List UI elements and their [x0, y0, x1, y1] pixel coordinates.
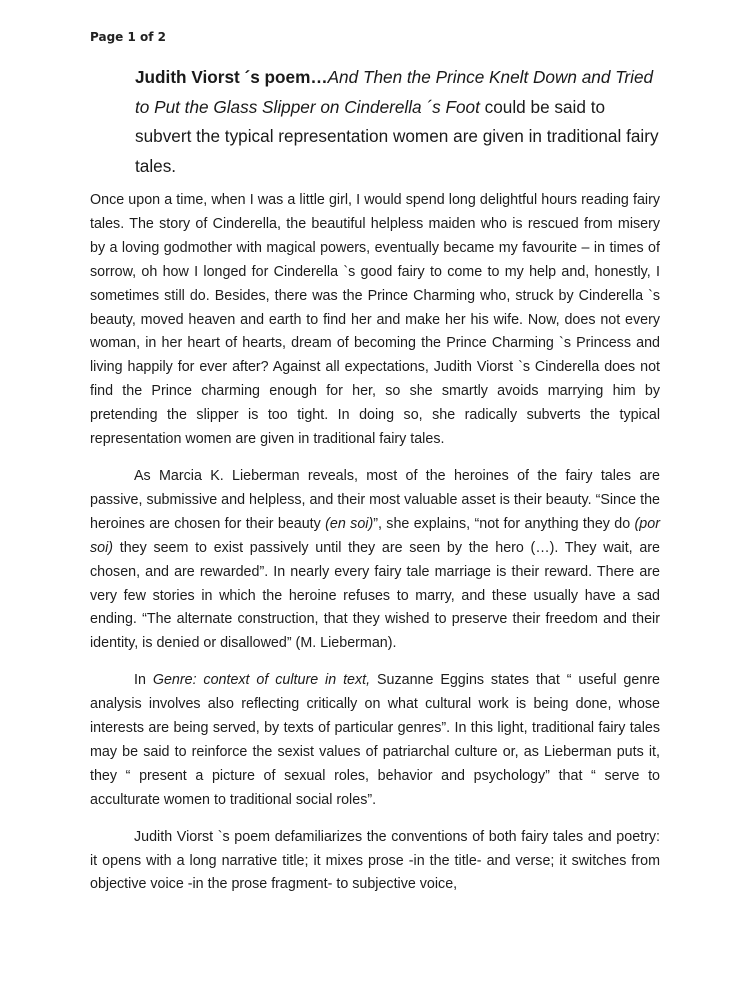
essay-title	[135, 63, 663, 181]
poem-title: And Then the Prince Knelt Down and Tried to Put the Glass Slipper on Cinderella ´s Foot	[135, 67, 654, 117]
title-lead: Judith Viorst ´s poem…	[135, 67, 328, 87]
genre-book-title: Genre: context of culture in text,	[152, 672, 371, 689]
en-soi-italic: (en soi)	[325, 515, 374, 532]
paragraph-2-text-a: As Marcia K. Lieberman reveals, most of the heroines of the fairy tales are passive, submissive and helpless, and their most valuable asset is their beauty. “Since the heroines are chosen for their beauty	[90, 467, 660, 532]
title-rest: could be said to subvert the typical representation women are given in traditional fairy tales.	[135, 96, 659, 176]
por-soi-italic: (por soi)	[90, 515, 660, 556]
paragraph-3-text-a: In	[134, 672, 153, 689]
paragraph-2-text-e: they seem to exist passively until they are seen by the hero (…). They wait, are chosen, and are rewarded”. In nearly every fairy tale marriage is their reward. There are very few stories in which the heroine refuses to marry, and these usually have a sad ending. “The alternate construction, that they wished to preserve their freedom and their identity, is denied or disallowed” (M. Lieberman).	[90, 539, 660, 652]
paragraph-3-text-c: Suzanne Eggins states that “ useful genre analysis involves also reflecting critically on what cultural work is being done, whose interests are being served, by texts of particular genres”. In this light, traditional fairy tales may be said to reinforce the sexist values of patriarchal culture or, as Lieberman puts it, they “ present a picture of sexual roles, behavior and psychology” that “ serve to acculturate women to traditional social roles”.	[90, 672, 660, 808]
paragraph-4: Judith Viorst `s poem defamiliarizes the conventions of both fairy tales and poetry: it opens with a long narrative title; it mixes prose -in the title- and verse; it switches from objective voice -in the prose fragment- to subjective voice,	[90, 828, 660, 893]
essay-body	[90, 189, 660, 910]
paragraph-1: Once upon a time, when I was a little girl, I would spend long delightful hours reading fairy tales. The story of Cinderella, the beautiful helpless maiden who is rescued from misery by a loving godmother with magical powers, eventually became my favourite – in times of sorrow, oh how I longed for Cinderella `s good fairy to come to my help and, honestly, I sometimes still do. Besides, there was the Prince Charming who, struck by Cinderella `s beauty, moved heaven and earth to find her and make her his wife. Now, does not every woman, in her heart of hearts, dream of becoming the Prince Charming `s Princess and living happily for ever after? Against all expectations, Judith Viorst `s Cinderella does not find the Prince charming enough for her, so she smartly avoids marrying him by pretending the slipper is too tight. In doing so, she radically subverts the typical representation women are given in traditional fairy tales.	[90, 192, 660, 448]
paragraph-3	[90, 669, 660, 812]
paragraph-2-text-c: ”, she explains, “not for anything they do	[373, 515, 635, 532]
paragraph-2	[90, 465, 660, 656]
page-number-label: Page 1 of 2	[90, 30, 166, 44]
